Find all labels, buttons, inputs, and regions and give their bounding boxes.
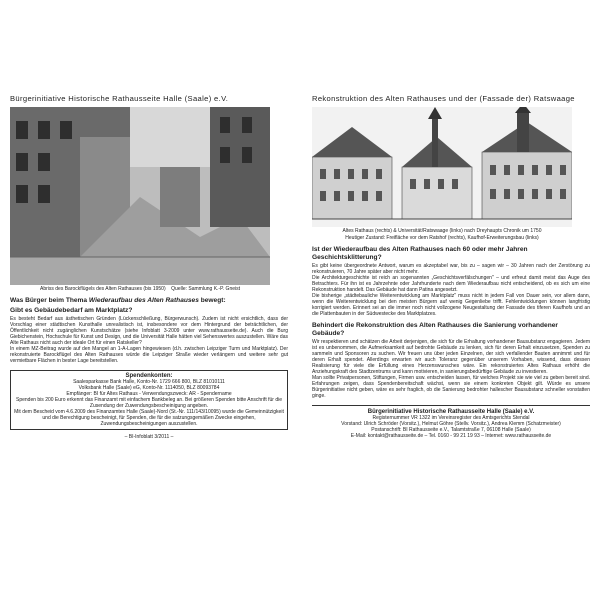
donation-account-1: Saalesparkasse Bank Halle, Konto-Nr. 1729 666 800, BLZ 81010111: [73, 379, 225, 385]
right-paragraph-5: Man sollte Privatpersonen, Stiftungen, Firmen usw. entscheiden lassen, für welches Projekt sie wie viel zu geben bereit sind. Erfahrungen zeigen, dass Spendenbereitschaft wächst, wenn sie einem konkreten Objekt gilt. Würde es unsere Bürgerinitiative nicht geben, wäre es sehr fraglich, ob die Sanierung bedrohter hallescher Bausubstanz schneller vonstatten ginge.: [312, 375, 590, 399]
right-paragraph-2: Die Architekturgeschichte ist reich an sogenannten „Geschichtsverfälschungen" – und erfreut damit meist das Auge des Betrachters. Für ihn ist es Jahrzehnte oder Jahrhunderte nach dem Wiederaufbau nicht entscheidend, ob es sich um eine Rekonstruktion handelt. Das Gebäude hat dann Patina angesetzt.: [312, 275, 590, 293]
historic-drawing-caption-2: Heutiger Zustand: Freifläche vor dem Ratshof (rechts), Kaufhof-Erweiterungsbau (links): [345, 235, 539, 241]
right-paragraph-1: Es gibt keine übergeordnete Antwort, warum es akzeptabel war, bis zu – sagen wir – 30 Jahren nach der Zerstörung zu rekonstruieren, 70 Jahre später aber nicht mehr.: [312, 263, 590, 275]
right-paragraph-4: Wir respektieren und schätzen die Arbeit derjenigen, die sich für die Erhaltung vorhandener Bausubstanz engagieren. Jedem ist es unbenommen, die Aufmerksamkeit auf bedrohte Gebäude zu lenken, sich für deren Erhalt einzusetzen, Spenden zu sammeln und Sponsoren zu suchen. Wir freuen uns über jeden Einzelnen, der sich verfallender Bauten annimmt und für deren Erhalt spendet. Allerdings erwarten wir auch Toleranz gegenüber unserem Vorhaben, wissend, dass dessen Realisierung für viele die Erfüllung eines Herzenswunsches wäre. Ein rekonstruiertes Altes Rathaus erhöht die Anziehungskraft des Stadtzentrums und kann motivieren, in sanierungsbedürftige Gebäude zu investieren.: [312, 339, 590, 375]
left-column: [10, 92, 288, 506]
heading-main-text: Was Bürger beim Thema: [10, 297, 89, 304]
heading-end-text: bewegt:: [198, 297, 226, 304]
historic-drawing-caption-1: Altes Rathaus (rechts) & Universität/Ratswaage (links) nach Dreyhaupts Chronik um 1750: [342, 228, 542, 234]
left-question-1: Gibt es Gebäudebedarf am Marktplatz?: [10, 306, 133, 314]
caption-text: Abriss des Barockflügels des Alten Rathauses (bis 1950): [39, 286, 166, 292]
historic-drawing: [312, 107, 572, 227]
historic-drawing-image: [312, 107, 572, 227]
imprint-contact: E-Mail: kontakt@rathausseite.de – Tel. 0160 - 99 21 19 93 – Internet: www.rathausseite.de: [350, 433, 552, 439]
imprint-register: Registernummer VR 1322 im Vereinsregister des Amtsgerichts Stendal: [372, 415, 530, 421]
left-paragraph-1: Es besteht Bedarf aus ästhetischen Gründen (Lückenschließung, Bürgerwunsch). Zudem ist nicht ersichtlich, dass der Vorschlag einer städtischen Kunsthalle unrealistisch ist, insbesondere vor dem Hintergrund der beträchtlichen, der Öffentlichkeit nicht zugänglichen Kunstschätze (siehe Infoblatt 3-2009 unter www.rathausseite.de). Auch die Burg Giebichenstein, Hochschule für Kunst und Design, und die Universität Halle hätten viel Sehenswertes auszustellen. Wäre das Alte Rathaus nicht auch der ideale Ort für einen Ratskeller?: [10, 316, 288, 346]
left-footer: – BI-Infoblatt 3/2011 –: [124, 434, 174, 440]
left-section-heading: [10, 297, 288, 305]
left-header: Bürgerinitiative Historische Rathausseite Halle (Saale) e.V.: [10, 94, 229, 103]
imprint-address: Postanschrift: BI Rathausseite e.V., Talamtstraße 7, 06108 Halle (Saale): [371, 427, 531, 433]
right-question-2: Behindert die Rekonstruktion des Alten Rathauses die Sanierung vorhandener Gebäude?: [312, 322, 558, 337]
caption-source: Quelle: Sammlung K.-P. Gneist: [171, 286, 240, 292]
donation-note-1: Spenden bis 200 Euro erkennt das Finanzamt mit einfachem Bankbeleg an. Bei größeren Spenden bitte Anschrift für die Zusendung der Zuwendungsbescheinigung angeben.: [16, 397, 282, 409]
right-header: Rekonstruktion des Alten Rathauses und der (Fassade der) Ratswaage: [312, 94, 575, 103]
imprint-board: Vorstand: Ulrich Schröder (Vorsitz.), Helmut Göhre (Stellv. Vorsitz.), Andrea Klemm (Schatzmeister): [341, 421, 561, 427]
donation-account-2: Volksbank Halle (Saale) eG, Konto-Nr. 1114050, BLZ 80093784: [78, 385, 220, 391]
donation-box: [10, 370, 288, 430]
demolition-photo-image: [10, 107, 270, 285]
imprint-org: Bürgerinitiative Historische Rathausseite Halle (Saale) e.V.: [367, 409, 535, 415]
left-paragraph-2: In einem MZ-Beitrag wurde auf den Mangel an 1-A-Lagen hingewiesen (d.h. zwischen Leipziger Turm und Marktplatz). Der rekonstruierte Barockflügel des Alten Rathauses würde die Leipziger Straße wieder verlängern und weitere sehr gut vermietbare Flächen in bester Lage bereitstellen.: [10, 346, 288, 364]
donation-recipient: Empfänger: BI für Altes Rathaus - Verwendungszweck: AR - Spendername: [66, 391, 232, 397]
heading-italic-text: Wiederaufbau des Alten Rathauses: [88, 297, 199, 304]
demolition-photo-caption: [10, 286, 270, 292]
demolition-photo: [10, 107, 270, 285]
donation-note-2: Mit dem Bescheid vom 4.6.2009 des Finanzamtes Halle (Saale)-Nord (St.-Nr. 111/143/10095) wurde die Gemeinnützigkeit und die Berechtigung bescheinigt, für Spenden, die für die satzungsgemäßen Zwecke eingehen, Zuwendungsbescheinigungen auszustellen.: [14, 409, 284, 427]
donation-box-title: Spendenkonten:: [125, 373, 173, 379]
right-question-1: Ist der Wiederaufbau des Alten Rathauses nach 60 oder mehr Jahren Geschichtsklitterung?: [312, 246, 528, 261]
right-paragraph-3: Die bisherige „städtebauliche Weiterentwicklung am Marktplatz" muss nicht in jedem Fall von Dauer sein, vor allem dann, wenn die Weiterentwicklung bei den meisten Bürgern auf wenig Gegenliebe trifft. Fehlentwicklungen können langfristig korrigiert werden. Erinnert sei an die immer noch nicht vollzogene Neugestaltung der Fassade des tiferen Kaufhofs und an die Plattenbauten in der Südwestecke des Marktplatzes.: [312, 293, 590, 317]
document-sheet: [10, 92, 590, 506]
right-column: [312, 92, 590, 506]
imprint-block: [312, 405, 590, 439]
